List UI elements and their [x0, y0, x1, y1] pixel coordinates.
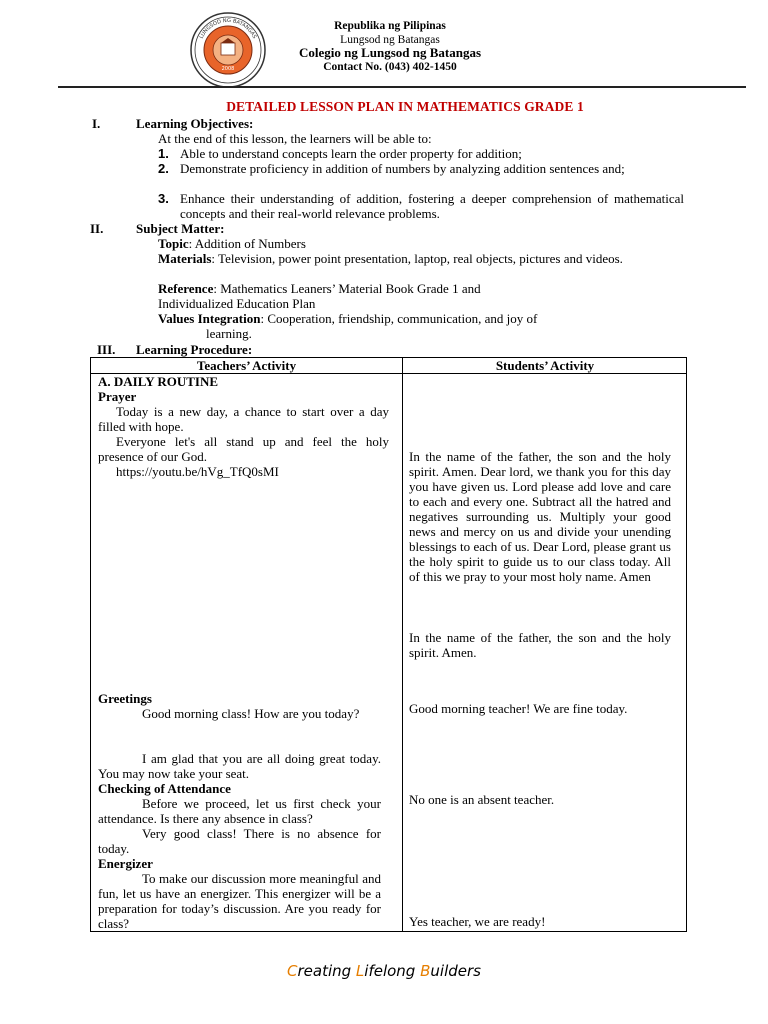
student-greetings-text: Good morning teacher! We are fine today.: [409, 701, 628, 716]
teacher-attendance-text-1: Before we proceed, let us first check your attendance. Is there any absence in class?: [98, 796, 381, 826]
contact-line: Contact No. (043) 402-1450: [323, 61, 457, 73]
reference-value: : Mathematics Leaners’ Material Book Grade 1 and: [213, 281, 481, 296]
teacher-energizer-text: To make our discussion more meaningful and fun, let us have an energizer. This energizer will be a preparation for today’s discussion. Are you ready for class?: [98, 871, 381, 931]
values-line: [158, 311, 537, 326]
section-1-heading: Learning Objectives:: [136, 116, 254, 131]
college-name: Colegio ng Lungsod ng Batangas: [298, 45, 482, 60]
materials-label: Materials: [158, 251, 212, 266]
reference-label: Reference: [158, 281, 214, 296]
values-label: Values Integration: [158, 311, 261, 326]
daily-routine-heading: A. DAILY ROUTINE: [98, 374, 219, 389]
teacher-column-header: Teachers’ Activity: [196, 358, 297, 373]
city-line: Lungsod ng Batangas: [340, 34, 440, 46]
objective-item: Able to understand concepts learn the order property for addition;: [180, 146, 522, 161]
objective-item: Demonstrate proficiency in addition of numbers by analyzing addition sentences and;: [180, 161, 625, 176]
learning-procedure-table: [90, 357, 687, 932]
document-title: DETAILED LESSON PLAN IN MATHEMATICS GRADE 1: [226, 99, 584, 114]
objective-number: 1.: [158, 146, 169, 161]
objective-item: Enhance their understanding of addition, fostering a deeper comprehension of mathematical concepts and their real-world relevance problems.: [180, 191, 684, 221]
header-divider: [58, 86, 746, 88]
section-3-heading: Learning Procedure:: [136, 342, 253, 357]
materials-line: [158, 251, 682, 266]
student-column-header: Students’ Activity: [495, 358, 595, 373]
attendance-heading: Checking of Attendance: [98, 781, 231, 796]
student-prayer-text-1: In the name of the father, the son and the holy spirit. Amen. Dear lord, we thank you for this day you have given us. Lord please add love and care to each and every one. Subtract all the hatred and negatives surrounding us. Multiply your good news and mercy on us and divide your unending blessings to each of us. Dear Lord, please grant us the holy spirit to guide us to our class today. All of this we pray to your most holy name. Amen: [409, 449, 671, 584]
topic-value: : Addition of Numbers: [188, 236, 306, 251]
prayer-heading: Prayer: [98, 389, 137, 404]
footer-motto: Creating Lifelong Builders: [287, 962, 481, 980]
section-3-numeral: III.: [97, 342, 116, 357]
table-column-divider: [402, 358, 403, 931]
teacher-prayer-text-1: Today is a new day, a chance to start over a day filled with hope.: [98, 404, 389, 434]
teacher-prayer-text-2: Everyone let's all stand up and feel the holy presence of our God.: [98, 434, 389, 464]
college-seal-logo: [190, 12, 266, 88]
greetings-heading: Greetings: [98, 691, 152, 706]
reference-line-2: Individualized Education Plan: [158, 296, 316, 311]
svg-text:LUNGSOD NG BATANGAS: LUNGSOD NG BATANGAS: [198, 17, 258, 40]
objective-number: 2.: [158, 161, 169, 176]
svg-text:2008: 2008: [221, 66, 235, 72]
energizer-heading: Energizer: [98, 856, 153, 871]
republic-line: Republika ng Pilipinas: [334, 20, 446, 32]
student-energizer-text: Yes teacher, we are ready!: [409, 914, 546, 929]
section-2-numeral: II.: [90, 221, 104, 236]
reference-line: [158, 281, 481, 296]
student-prayer-text-2: In the name of the father, the son and the holy spirit. Amen.: [409, 630, 671, 660]
topic-label: Topic: [158, 236, 189, 251]
objectives-intro: At the end of this lesson, the learners will be able to:: [158, 131, 432, 146]
teacher-greetings-text-2: I am glad that you are all doing great today. You may now take your seat.: [98, 751, 381, 781]
teacher-attendance-text-2: Very good class! There is no absence for today.: [98, 826, 381, 856]
student-attendance-text: No one is an absent teacher.: [409, 792, 555, 807]
values-value: : Cooperation, friendship, communication, and joy of: [260, 311, 538, 326]
objective-number: 3.: [158, 191, 169, 206]
topic-line: [158, 236, 306, 251]
prayer-video-link[interactable]: https://youtu.be/hVg_TfQ0sMI: [116, 464, 279, 479]
section-2-heading: Subject Matter:: [136, 221, 225, 236]
teacher-greetings-text-1: Good morning class! How are you today?: [142, 706, 360, 721]
values-line-2: learning.: [206, 326, 252, 341]
section-1-numeral: I.: [92, 116, 101, 131]
materials-value: : Television, power point presentation, laptop, real objects, pictures and videos.: [211, 251, 623, 266]
